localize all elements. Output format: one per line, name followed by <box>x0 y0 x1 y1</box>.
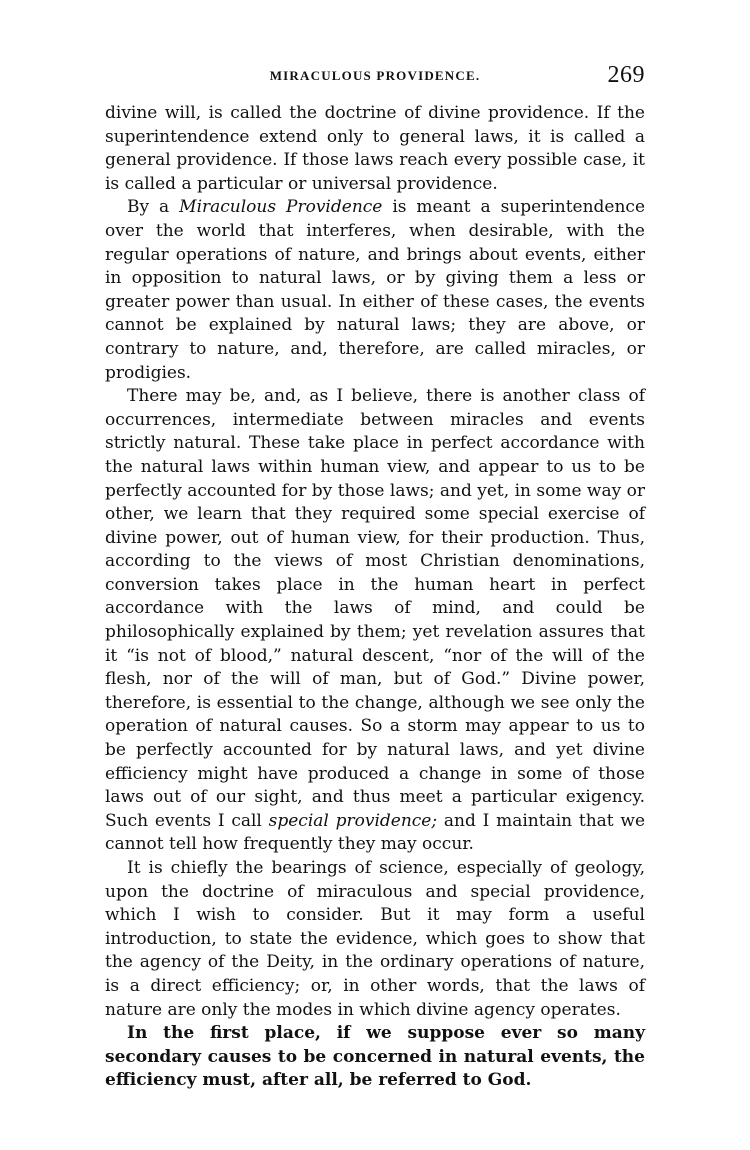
page-number: 269 <box>607 62 645 88</box>
paragraph-miraculous-providence <box>105 196 645 385</box>
paragraph-continued <box>105 102 645 196</box>
paragraph-secondary-causes <box>105 1022 645 1093</box>
text-segment: is meant a superintendence over the world that interferes, when desirable, with the regular operations of nature, and brings about events, either in opposition to natural laws, or by giving them a less or greater power than usual. In either of these cases, the events cannot be explained by natural laws; they are above, or contrary to nature, and, therefore, are called miracles, or prodigies. <box>105 197 646 383</box>
text-segment: It is chiefly the bearings of science, especially of geology, upon the doctrine of miraculous and special providence, which I wish to consider. But it may form a useful introduction, to state the evidence, which goes to show that the agency of the Deity, in the ordinary operations of nature, is a direct efficiency; or, in other words, that the laws of nature are only the modes in which divine agency operates. <box>105 858 645 1020</box>
paragraph-special-providence <box>105 385 645 857</box>
text-segment: and I maintain that we cannot tell how frequently they may occur. <box>105 810 646 855</box>
text-segment: In the first place, if we suppose ever so many secondary causes to be concerned in natural events, the efficiency must, after all, be referred to God. <box>105 1023 645 1091</box>
text-segment: divine will, is called the doctrine of divine providence. If the superintendence extend only to general laws, it is called a general providence. If those laws reach every possible case, it is called a particular or universal providence. <box>105 103 645 194</box>
italic-term: Miraculous Providence <box>179 197 383 218</box>
body-text <box>105 102 645 1093</box>
running-title: MIRACULOUS PROVIDENCE. <box>269 68 481 83</box>
text-segment: There may be, and, as I believe, there is another class of occurrences, intermediate between miracles and events strictly natural. These take place in perfect accordance with the natural laws within human view, and appear to us to be perfectly accounted for by those laws; and yet, in some way or other, we learn that they required some special exercise of divine power, out of human view, for their production. Thus, according to the views of most Christian denominations, conversion takes place in the human heart in perfect accordance with the laws of mind, and could be philosophically explained by them; yet revelation assures that it “is not of blood,” natural descent, “nor of the will of the flesh, nor of the will of man, but of God.” Divine power, therefore, is essential to the change, although we see only the operation of natural causes. So a storm may appear to us to be perfectly accounted for by natural laws, and yet divine efficiency might have produced a change in some of those laws out of our sight, and thus meet a particular exigency. Such events I call <box>105 386 645 831</box>
running-head <box>105 62 645 102</box>
text-segment: By a <box>127 197 180 218</box>
book-page <box>105 62 645 1093</box>
paragraph-geology <box>105 857 645 1022</box>
italic-term: special providence; <box>268 810 438 831</box>
